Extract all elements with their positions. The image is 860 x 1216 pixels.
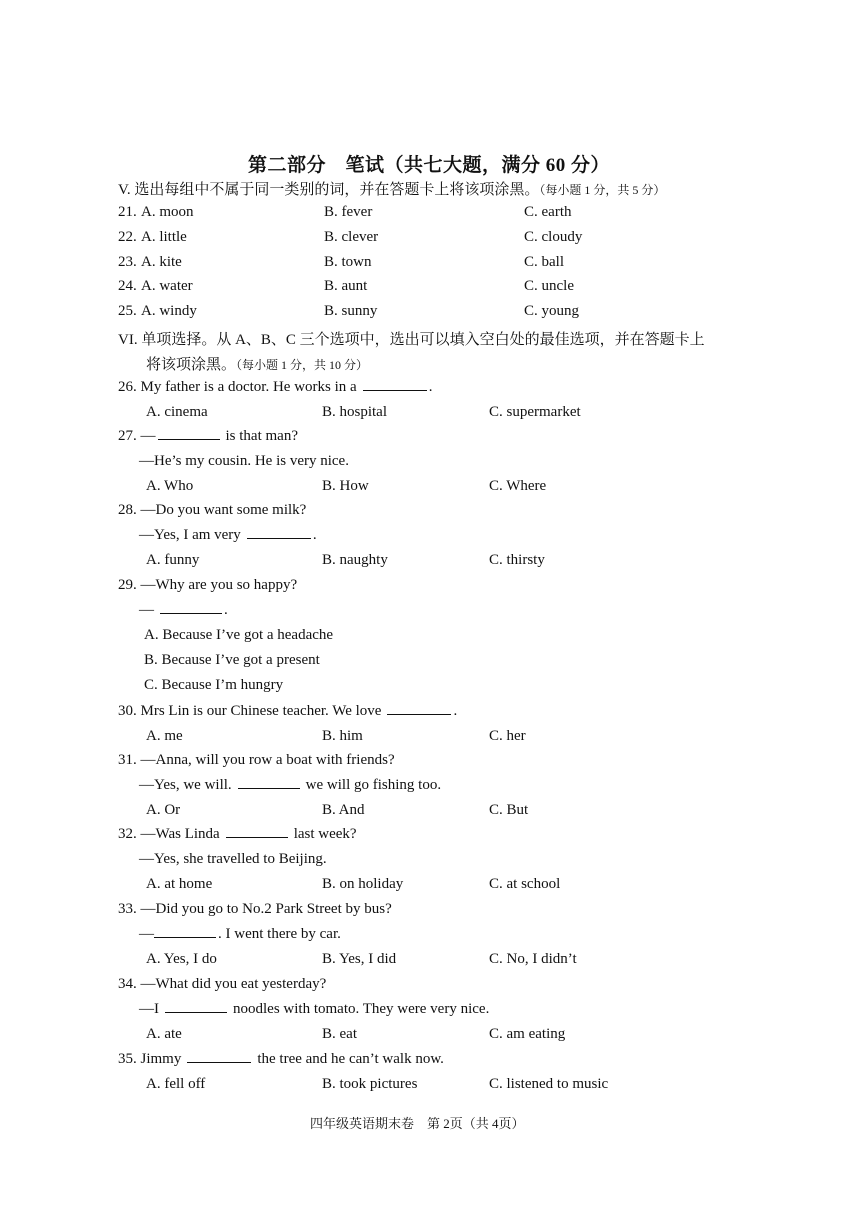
q34-answer-line [139, 1001, 489, 1018]
q35-blank [187, 1061, 251, 1063]
q32-answer-line: —Yes, she travelled to Beijing. [139, 851, 327, 867]
q30-option-a: A. me [146, 728, 183, 744]
q30-stem-text: 30. Mrs Lin is our Chinese teacher. We love [118, 703, 382, 719]
q33-option-b: B. Yes, I did [322, 951, 397, 967]
q33-answer-dash: — [139, 926, 154, 942]
q35-option-b: B. took pictures [322, 1076, 418, 1092]
q30-option-b: B. him [322, 728, 363, 744]
q33-stem: 33. —Did you go to No.2 Park Street by bus? [118, 901, 392, 917]
q34-answer-start: —I [139, 1001, 159, 1017]
q28-stem: 28. —Do you want some milk? [118, 502, 307, 518]
q33-answer-end: . I went there by car. [218, 926, 341, 942]
q29-option-b: B. Because I’ve got a present [144, 652, 320, 668]
q27-option-c: C. Where [489, 478, 547, 494]
q24-option-b: B. aunt [324, 278, 368, 294]
q29-option-c: C. Because I’m hungry [144, 677, 284, 693]
q24-option-c: C. uncle [524, 278, 574, 294]
q25-option-b: B. sunny [324, 303, 378, 319]
q32-blank [226, 836, 288, 838]
section-v-heading [118, 178, 665, 199]
q34-option-a: A. ate [146, 1026, 182, 1042]
q35-option-a: A. fell off [146, 1076, 206, 1092]
q33-answer-line [139, 926, 341, 943]
q34-option-c: C. am eating [489, 1026, 566, 1042]
q32-option-b: B. on holiday [322, 876, 404, 892]
q31-stem: 31. —Anna, will you row a boat with friends? [118, 752, 395, 768]
q31-answer-line [139, 777, 441, 794]
q31-option-b: B. And [322, 802, 365, 818]
q35-stem [118, 1051, 444, 1068]
q23-option-b: B. town [324, 254, 372, 270]
q28-answer-end: . [312, 527, 317, 543]
q26-blank [363, 389, 427, 391]
q27-option-b: B. How [322, 478, 369, 494]
q26-option-a: A. cinema [146, 404, 208, 420]
q28-answer-text: —Yes, I am very [139, 527, 241, 543]
q26-option-b: B. hospital [322, 404, 388, 420]
q26-stem-end: . [428, 379, 433, 395]
q21-number: 21. [118, 204, 137, 220]
q23-option-c: C. ball [524, 254, 564, 270]
q22-option-b: B. clever [324, 229, 379, 245]
q33-option-a: A. Yes, I do [146, 951, 217, 967]
q29-answer-line [139, 602, 228, 619]
q21-option-b: B. fever [324, 204, 373, 220]
q27-answer-line: —He’s my cousin. He is very nice. [139, 453, 349, 469]
q25-number: 25. [118, 303, 137, 319]
section-vi-instruction-line2: 将该项涂黑。 [146, 357, 237, 373]
q23-option-a: A. kite [141, 254, 182, 270]
q26-stem [118, 379, 432, 396]
q34-option-b: B. eat [322, 1026, 357, 1042]
q30-blank [387, 713, 451, 715]
q22-option-a: A. little [141, 229, 187, 245]
q35-stem-end: the tree and he can’t walk now. [257, 1051, 444, 1067]
q31-option-a: A. Or [146, 802, 181, 818]
q21-option-c: C. earth [524, 204, 572, 220]
page-footer: 四年级英语期末卷 第 2页（共 4页） [310, 1116, 525, 1131]
q27-stem-start: 27. — [118, 428, 156, 444]
q25-option-c: C. young [524, 303, 580, 319]
section-vi-instruction-line1: VI. 单项选择。从 A、B、C 三个选项中，选出可以填入空白处的最佳选项，并在答题卡上 [118, 332, 705, 348]
q32-stem [118, 826, 357, 843]
q35-option-c: C. listened to music [489, 1076, 609, 1092]
q31-answer-end: we will go fishing too. [305, 777, 442, 793]
q23-number: 23. [118, 254, 137, 270]
section-vi-score-note: （每小题 1 分，共 10 分） [236, 358, 369, 372]
q33-blank [154, 936, 216, 938]
q35-stem-start: 35. Jimmy [118, 1051, 182, 1067]
q33-option-c: C. No, I didn’t [489, 951, 577, 967]
q22-option-c: C. cloudy [524, 229, 583, 245]
q29-answer-dash: — [139, 602, 154, 618]
q21-option-a: A. moon [141, 204, 194, 220]
q28-option-a: A. funny [146, 552, 200, 568]
q24-number: 24. [118, 278, 137, 294]
q29-answer-end: . [224, 602, 228, 618]
q34-stem: 34. —What did you eat yesterday? [118, 976, 327, 992]
q27-stem-end: is that man? [225, 428, 298, 444]
section-title: 第二部分 笔试（共七大题，满分 60 分） [248, 155, 611, 176]
q28-blank [247, 537, 311, 539]
q30-stem-end: . [453, 703, 458, 719]
q22-number: 22. [118, 229, 137, 245]
q29-option-a: A. Because I’ve got a headache [144, 627, 334, 643]
q32-stem-start: 32. —Was Linda [118, 826, 220, 842]
q27-blank [158, 438, 220, 440]
q27-stem [118, 428, 298, 445]
q25-option-a: A. windy [141, 303, 197, 319]
q27-option-a: A. Who [146, 478, 194, 494]
q30-stem [118, 703, 457, 720]
q34-blank [165, 1011, 227, 1013]
section-v-score-note: （每小题 1 分，共 5 分） [539, 183, 666, 197]
q32-option-a: A. at home [146, 876, 213, 892]
q32-option-c: C. at school [489, 876, 561, 892]
q34-answer-end: noodles with tomato. They were very nice. [233, 1001, 490, 1017]
q31-option-c: C. But [489, 802, 529, 818]
q29-blank [160, 612, 222, 614]
q26-option-c: C. supermarket [489, 404, 581, 420]
q31-blank [238, 787, 300, 789]
section-v-instruction: V. 选出每组中不属于同一类别的词，并在答题卡上将该项涂黑。 [118, 182, 540, 198]
q28-option-c: C. thirsty [489, 552, 545, 568]
q29-stem: 29. —Why are you so happy? [118, 577, 298, 593]
q28-answer-line [139, 527, 317, 544]
section-vi-heading-line2 [146, 353, 368, 374]
q32-stem-end: last week? [293, 826, 357, 842]
q26-stem-text: 26. My father is a doctor. He works in a [118, 379, 357, 395]
q24-option-a: A. water [141, 278, 193, 294]
q30-option-c: C. her [489, 728, 526, 744]
q28-option-b: B. naughty [322, 552, 388, 568]
q31-answer-start: —Yes, we will. [139, 777, 232, 793]
